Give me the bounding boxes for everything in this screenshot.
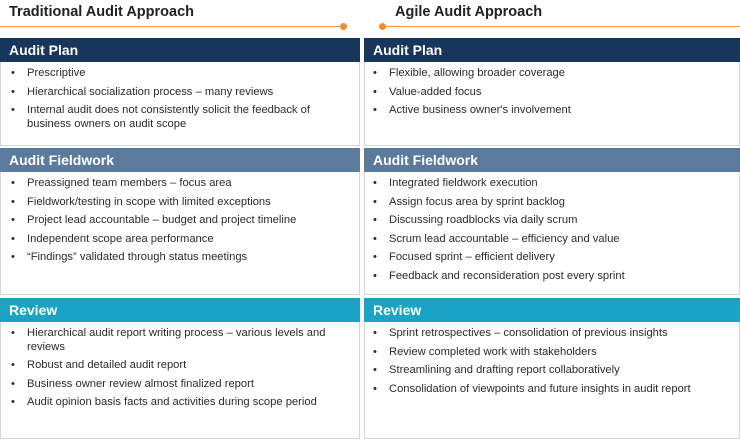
- left-plan-body: [0, 62, 360, 146]
- bullet-icon: •: [373, 327, 377, 339]
- list-item: [11, 396, 351, 410]
- list-item: [373, 86, 731, 100]
- bullet-icon: •: [373, 382, 377, 395]
- list-item-text: Discussing roadblocks via daily scrum: [389, 214, 578, 227]
- list-item: [11, 177, 351, 191]
- list-item-text: Value-added focus: [389, 85, 482, 98]
- list-item: [11, 327, 351, 354]
- bullet-icon: •: [373, 85, 377, 98]
- bullet-icon: •: [11, 396, 15, 409]
- bullet-icon: •: [373, 269, 377, 282]
- list-item-text: Preassigned team members – focus area: [27, 177, 232, 189]
- right-fieldwork-header: Audit Fieldwork: [364, 148, 740, 172]
- bullet-icon: •: [11, 251, 15, 264]
- bullet-icon: •: [373, 195, 377, 208]
- list-item-text: Consolidation of viewpoints and future insights in audit report: [389, 382, 691, 395]
- right-review-body: [364, 322, 740, 439]
- right-plan-list: [373, 67, 731, 118]
- bullet-icon: •: [11, 214, 15, 227]
- right-review-list: [373, 327, 731, 396]
- list-item-text: Hierarchical socialization process – many reviews: [27, 85, 274, 98]
- bullet-icon: •: [373, 345, 377, 358]
- left-divider-dot: [340, 23, 347, 30]
- list-item: [11, 196, 351, 210]
- list-item-text: Focused sprint – efficient delivery: [389, 251, 555, 264]
- list-item: [373, 364, 731, 378]
- left-divider-line: [0, 26, 347, 27]
- agile-approach-title: Agile Audit Approach: [395, 4, 543, 20]
- bullet-icon: •: [373, 67, 377, 79]
- list-item: [373, 214, 731, 228]
- list-item: [11, 214, 351, 228]
- list-item-text: Fieldwork/testing in scope with limited exceptions: [27, 195, 271, 208]
- list-item: [11, 104, 351, 131]
- list-item-text: Assign focus area by sprint backlog: [389, 195, 565, 208]
- list-item-text: Feedback and reconsideration post every sprint: [389, 269, 625, 282]
- bullet-icon: •: [11, 104, 15, 117]
- left-fieldwork-list: [11, 177, 351, 265]
- right-divider-line: [385, 26, 740, 27]
- list-item: [11, 233, 351, 247]
- list-item: [373, 251, 731, 265]
- list-item: [373, 104, 731, 118]
- bullet-icon: •: [373, 251, 377, 264]
- list-item-text: Robust and detailed audit report: [27, 359, 187, 372]
- list-item: [373, 327, 731, 341]
- list-item: [373, 67, 731, 81]
- traditional-approach-title: Traditional Audit Approach: [9, 4, 195, 20]
- list-item-text: Independent scope area performance: [27, 232, 214, 245]
- left-review-list: [11, 327, 351, 410]
- list-item: [373, 177, 731, 191]
- list-item: [11, 251, 351, 265]
- list-item: [373, 383, 731, 397]
- right-fieldwork-body: [364, 172, 740, 295]
- bullet-icon: •: [11, 67, 15, 79]
- bullet-icon: •: [11, 232, 15, 245]
- left-review-header: Review: [0, 298, 360, 322]
- bullet-icon: •: [11, 377, 15, 390]
- list-item-text: Sprint retrospectives – consolidation of previous insights: [389, 327, 668, 339]
- list-item-text: Review completed work with stakeholders: [389, 345, 597, 358]
- bullet-icon: •: [373, 214, 377, 227]
- list-item: [11, 378, 351, 392]
- right-plan-body: [364, 62, 740, 146]
- list-item: [373, 270, 731, 284]
- left-fieldwork-header: Audit Fieldwork: [0, 148, 360, 172]
- list-item-text: Project lead accountable – budget and project timeline: [27, 214, 297, 227]
- list-item-text: Business owner review almost finalized report: [27, 377, 254, 390]
- list-item-text: Integrated fieldwork execution: [389, 177, 538, 189]
- bullet-icon: •: [373, 364, 377, 377]
- bullet-icon: •: [373, 232, 377, 245]
- bullet-icon: •: [11, 359, 15, 372]
- right-divider-dot: [379, 23, 386, 30]
- list-item: [11, 86, 351, 100]
- list-item-text: Streamlining and drafting report collaboratively: [389, 364, 620, 377]
- bullet-icon: •: [373, 104, 377, 117]
- right-fieldwork-list: [373, 177, 731, 284]
- left-plan-header: Audit Plan: [0, 38, 360, 62]
- bullet-icon: •: [11, 177, 15, 189]
- list-item-text: Scrum lead accountable – efficiency and value: [389, 232, 620, 245]
- bullet-icon: •: [11, 85, 15, 98]
- list-item: [373, 196, 731, 210]
- list-item-text: Hierarchical audit report writing process – various levels and reviews: [27, 327, 326, 353]
- bullet-icon: •: [11, 327, 15, 339]
- bullet-icon: •: [373, 177, 377, 189]
- left-review-body: [0, 322, 360, 439]
- left-fieldwork-body: [0, 172, 360, 295]
- list-item-text: “Findings” validated through status meetings: [27, 251, 248, 264]
- right-plan-header: Audit Plan: [364, 38, 740, 62]
- list-item-text: Prescriptive: [27, 67, 86, 79]
- right-review-header: Review: [364, 298, 740, 322]
- list-item: [11, 359, 351, 373]
- list-item-text: Flexible, allowing broader coverage: [389, 67, 565, 79]
- list-item-text: Active business owner's involvement: [389, 104, 571, 117]
- list-item: [11, 67, 351, 81]
- list-item-text: Internal audit does not consistently solicit the feedback of business owners on audit scope: [27, 104, 310, 130]
- left-plan-list: [11, 67, 351, 131]
- list-item: [373, 346, 731, 360]
- list-item: [373, 233, 731, 247]
- list-item-text: Audit opinion basis facts and activities during scope period: [27, 396, 317, 409]
- bullet-icon: •: [11, 195, 15, 208]
